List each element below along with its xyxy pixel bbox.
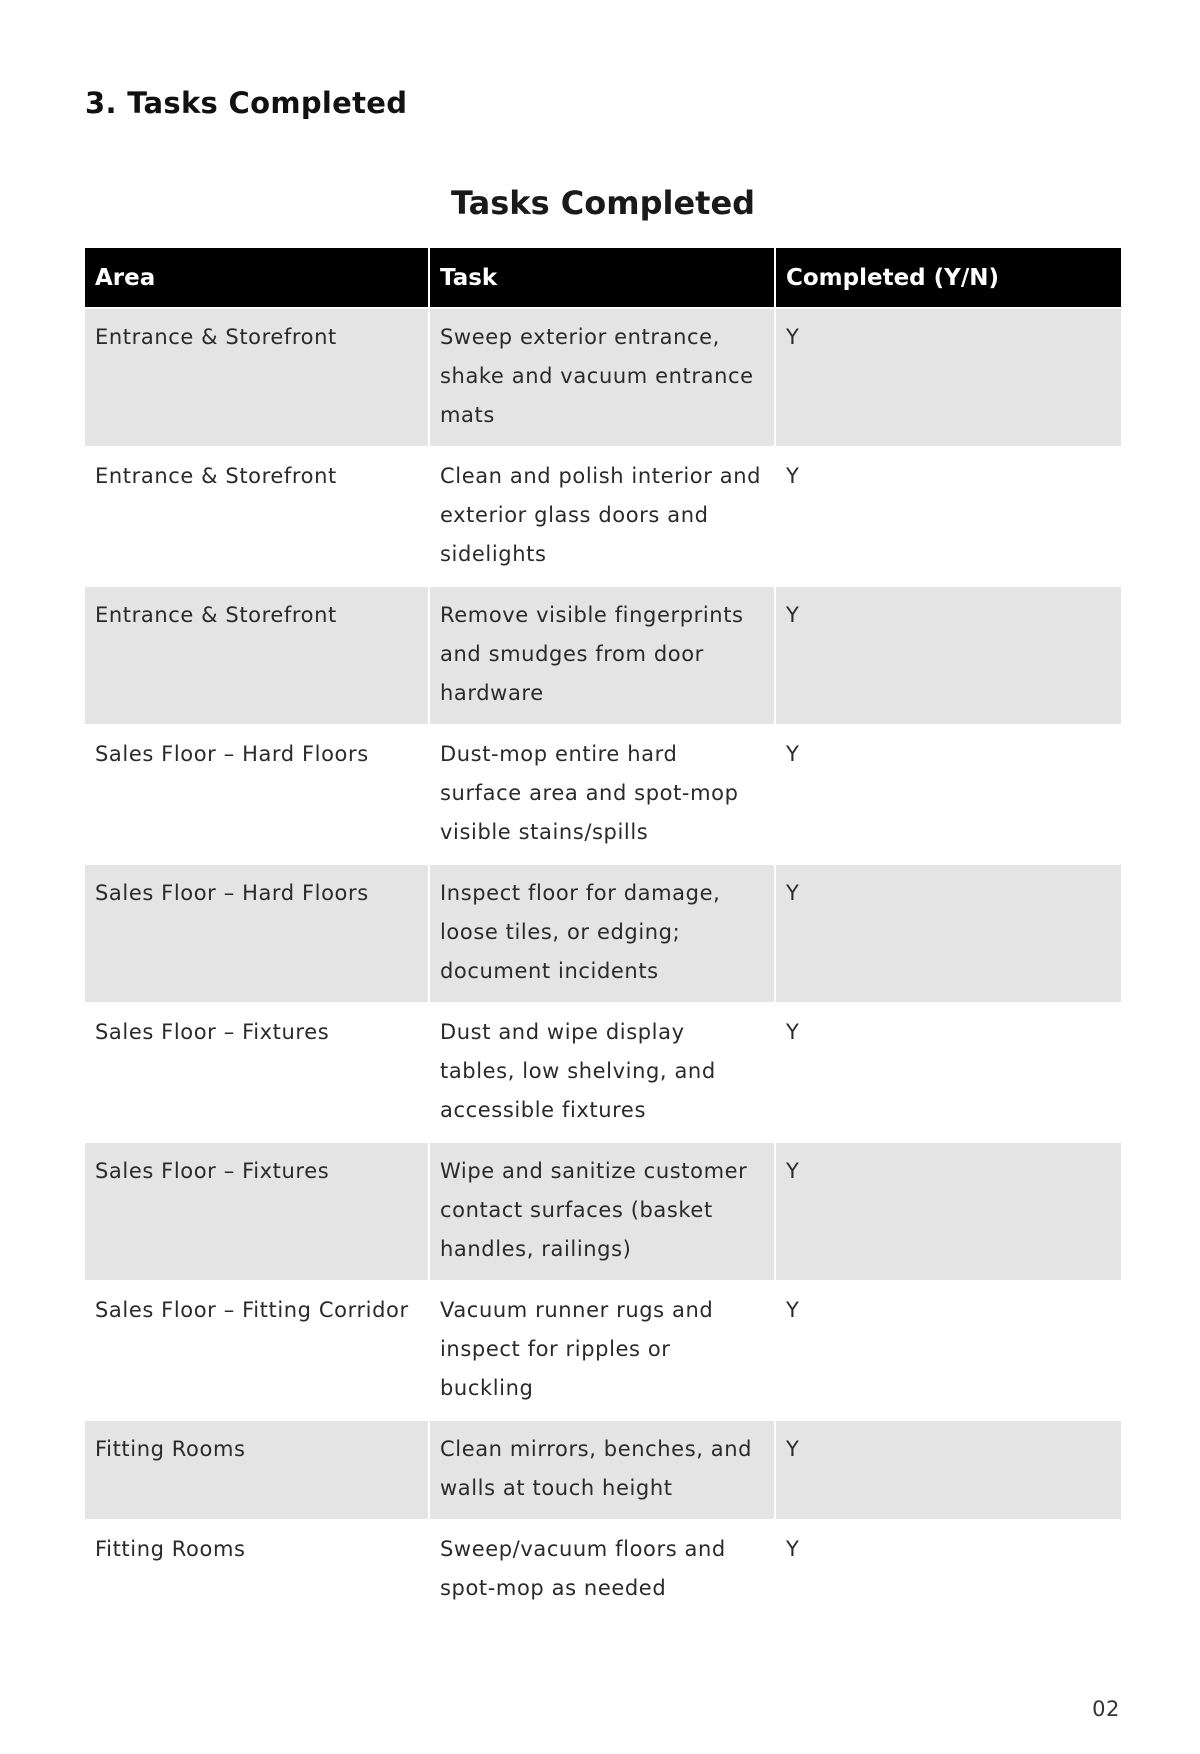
cell-area: Sales Floor – Hard Floors (85, 725, 429, 864)
cell-completed: Y (775, 1142, 1121, 1281)
table-title: Tasks Completed (450, 184, 756, 222)
table-row (85, 586, 1121, 725)
cell-task: Remove visible fingerprints and smudges from door hardware (429, 586, 775, 725)
table-row (85, 864, 1121, 1003)
cell-completed: Y (775, 1003, 1121, 1142)
cell-area: Sales Floor – Fitting Corridor (85, 1281, 429, 1420)
cell-area: Entrance & Storefront (85, 308, 429, 447)
table-row (85, 1003, 1121, 1142)
table-row (85, 308, 1121, 447)
page-number: 02 (1092, 1697, 1120, 1721)
cell-area: Sales Floor – Fixtures (85, 1003, 429, 1142)
cell-area: Entrance & Storefront (85, 447, 429, 586)
header-task: Task (429, 248, 775, 308)
tasks-table (85, 248, 1121, 1619)
table-row (85, 1281, 1121, 1420)
cell-area: Fitting Rooms (85, 1520, 429, 1619)
cell-area: Sales Floor – Fixtures (85, 1142, 429, 1281)
cell-completed: Y (775, 308, 1121, 447)
table-row (85, 1420, 1121, 1520)
table-row (85, 447, 1121, 586)
table-header-row (85, 248, 1121, 308)
cell-completed: Y (775, 1520, 1121, 1619)
cell-completed: Y (775, 864, 1121, 1003)
cell-task: Dust-mop entire hard surface area and spot-mop visible stains/spills (429, 725, 775, 864)
cell-area: Sales Floor – Hard Floors (85, 864, 429, 1003)
cell-task: Inspect floor for damage, loose tiles, or edging; document incidents (429, 864, 775, 1003)
cell-completed: Y (775, 725, 1121, 864)
section-heading: 3. Tasks Completed (85, 86, 408, 120)
table-row (85, 1142, 1121, 1281)
cell-task: Sweep/vacuum floors and spot-mop as needed (429, 1520, 775, 1619)
cell-completed: Y (775, 586, 1121, 725)
cell-task: Wipe and sanitize customer contact surfaces (basket handles, railings) (429, 1142, 775, 1281)
table-row (85, 1520, 1121, 1619)
table-row (85, 725, 1121, 864)
header-area: Area (85, 248, 429, 308)
cell-task: Clean mirrors, benches, and walls at touch height (429, 1420, 775, 1520)
cell-task: Sweep exterior entrance, shake and vacuum entrance mats (429, 308, 775, 447)
header-completed: Completed (Y/N) (775, 248, 1121, 308)
cell-task: Clean and polish interior and exterior glass doors and sidelights (429, 447, 775, 586)
cell-completed: Y (775, 447, 1121, 586)
cell-area: Fitting Rooms (85, 1420, 429, 1520)
cell-task: Dust and wipe display tables, low shelving, and accessible fixtures (429, 1003, 775, 1142)
cell-task: Vacuum runner rugs and inspect for ripples or buckling (429, 1281, 775, 1420)
cell-completed: Y (775, 1420, 1121, 1520)
cell-area: Entrance & Storefront (85, 586, 429, 725)
cell-completed: Y (775, 1281, 1121, 1420)
